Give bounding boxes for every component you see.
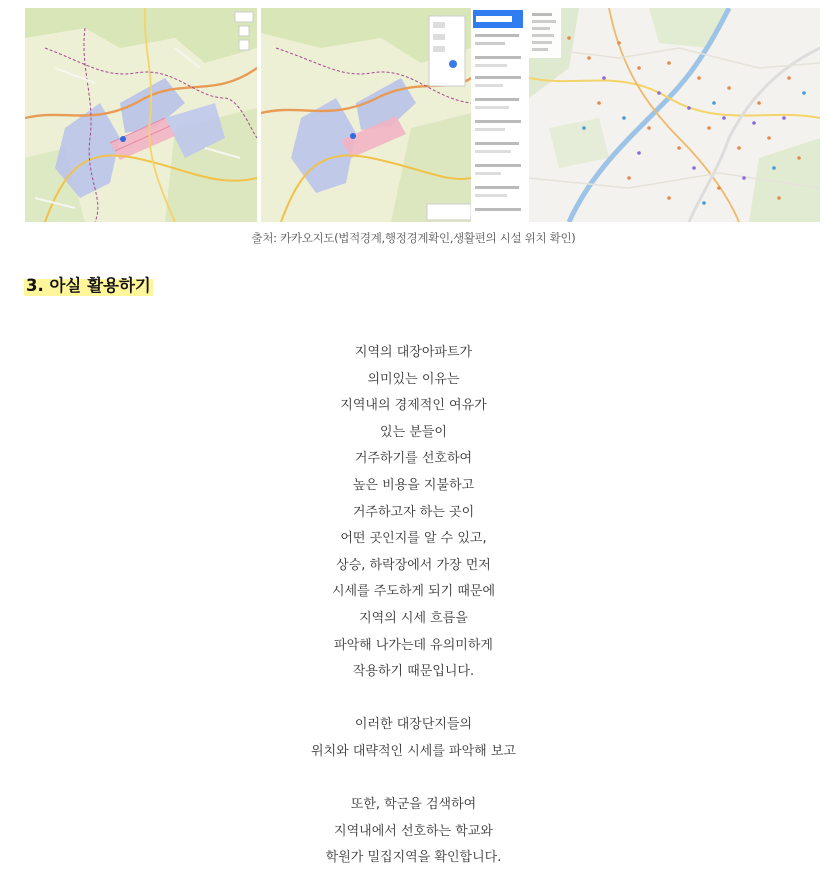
text-line: 거주하고자 하는 곳이 (352, 504, 475, 520)
text-line: 지역내에서 선호하는 학교와 (334, 823, 493, 839)
text-line: 학원가 밀집지역을 확인합니다. (325, 850, 502, 866)
map-image-facilities (529, 8, 820, 222)
text-line: 높은 비용을 지불하고 (352, 477, 475, 493)
section-heading: 3. 아실 활용하기 (26, 276, 151, 295)
text-line: 상승, 하락장에서 가장 먼저 (336, 557, 491, 573)
text-line: 파악해 나가는데 유의미하게 (334, 637, 493, 653)
image-caption: 출처: 카카오지도(법적경계,행정경계확인,생활편의 시설 위치 확인) (251, 231, 576, 245)
map-image-admin-boundary (261, 8, 525, 222)
text-line: 거주하기를 선호하여 (354, 451, 473, 467)
text-line: 위치와 대략적인 시세를 파악해 보고 (311, 743, 516, 759)
text-line: 지역의 대장아파트가 (354, 345, 473, 360)
text-line: 이러한 대장단지들의 (354, 717, 473, 733)
paragraph-spacer (0, 686, 827, 713)
text-line: 지역의 시세 흐름을 (359, 610, 468, 626)
text-line: 작용하기 때문입니다. (352, 664, 475, 680)
text-line: 지역내의 경제적인 여유가 (340, 398, 487, 414)
article-body (0, 340, 827, 872)
map-image-legal-boundary (25, 8, 257, 222)
paragraph-2 (0, 712, 827, 765)
paragraph-3 (0, 792, 827, 872)
text-line: 어떤 곳인지를 알 수 있고, (340, 531, 487, 547)
paragraph-spacer (0, 766, 827, 793)
text-line: 의미있는 이유는 (367, 371, 460, 387)
text-line: 또한, 학군을 검색하여 (350, 797, 477, 813)
paragraph-1 (0, 340, 827, 686)
text-line: 시세를 주도하게 되기 때문에 (331, 584, 496, 600)
map-screenshot-gallery (25, 8, 820, 222)
text-line: 있는 분들이 (380, 424, 447, 440)
